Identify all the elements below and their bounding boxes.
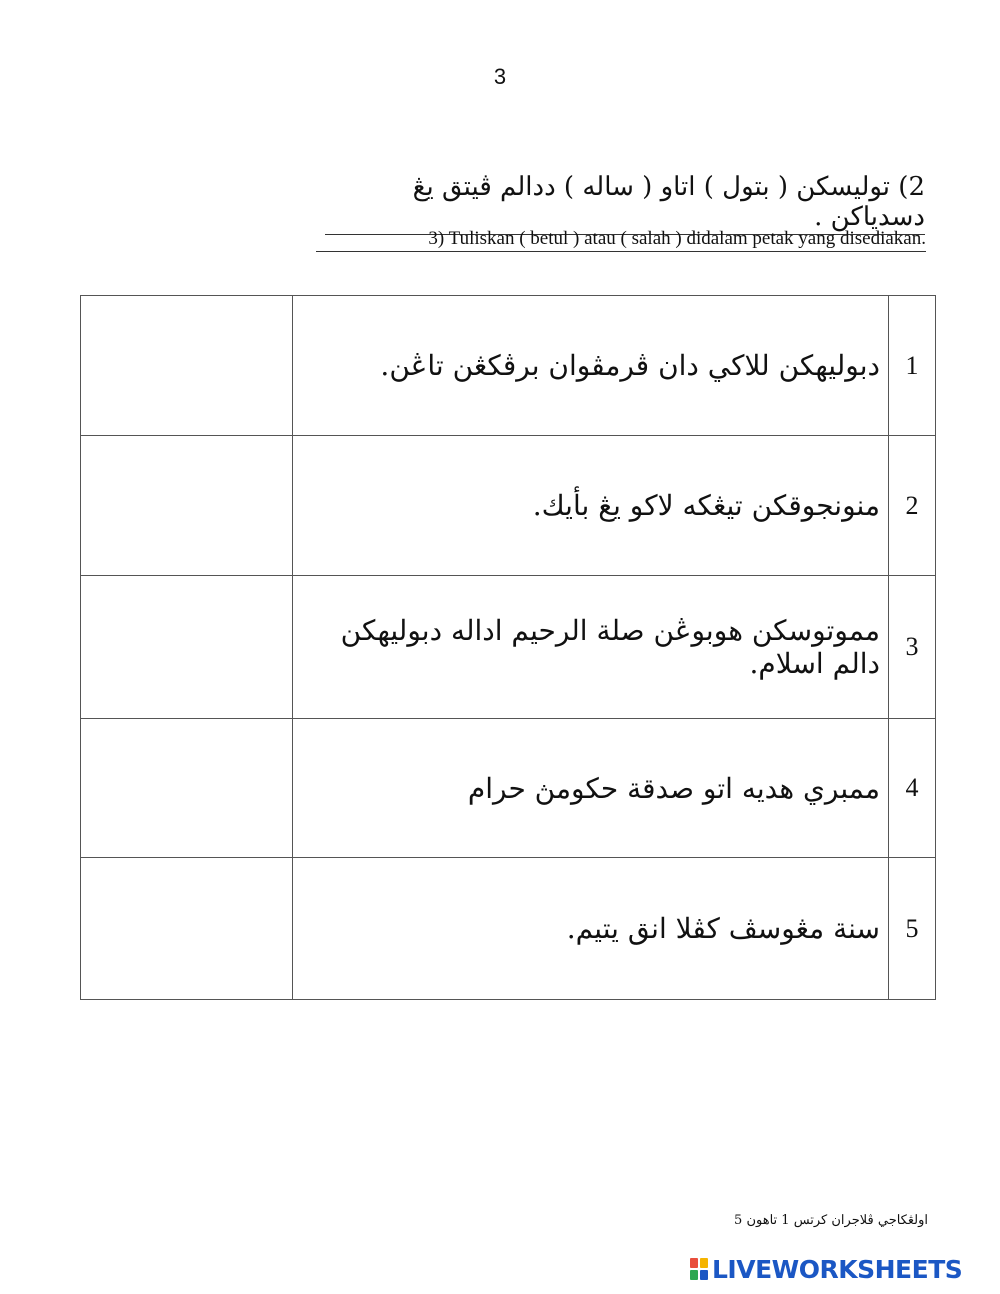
answer-box[interactable] (81, 576, 293, 719)
question-text: دبوليهكن للاكي دان ڤرمڤوان برڤكڠن تاڠن. (293, 296, 889, 436)
question-number: 5 (889, 858, 936, 1000)
question-number: 1 (889, 296, 936, 436)
instruction-rumi: 3) Tuliskan ( betul ) atau ( salah ) didalam petak yang disediakan. (316, 228, 926, 252)
question-text: منونجوقكن تيڠكه لاكو يڠ بأيك. (293, 436, 889, 576)
question-number: 4 (889, 719, 936, 858)
liveworksheets-logo-icon (690, 1258, 708, 1280)
question-text: ممبري هديه اتو صدقة حكومڽ حرام (293, 719, 889, 858)
table-row (81, 858, 936, 1000)
question-number: 3 (889, 576, 936, 719)
answer-box[interactable] (81, 436, 293, 576)
question-text: مموتوسكن هوبوڠن صلة الرحيم اداله دبوليهكن دالم اسلام. (293, 576, 889, 719)
question-number: 2 (889, 436, 936, 576)
table-row (81, 436, 936, 576)
answer-box[interactable] (81, 296, 293, 436)
table-row (81, 719, 936, 858)
instruction-jawi: 2) توليسكن ( بتول ) اتاو ( ساله ) ددالم ڤيتق يڠ دسدياكن . (325, 172, 925, 235)
table-row (81, 576, 936, 719)
table-row (81, 296, 936, 436)
answer-box[interactable] (81, 719, 293, 858)
answer-box[interactable] (81, 858, 293, 1000)
page-number: 3 (493, 64, 507, 89)
question-text: سنة مڠوسڤ كڤلا انق يتيم. (293, 858, 889, 1000)
footer-note: اولڠكاجي ڤلاجران كرتس 1 تاهون 5 (734, 1213, 928, 1228)
question-table (80, 295, 936, 1000)
brand-text: LIVEWORKSHEETS (712, 1254, 963, 1284)
liveworksheets-brand[interactable] (690, 1252, 990, 1286)
